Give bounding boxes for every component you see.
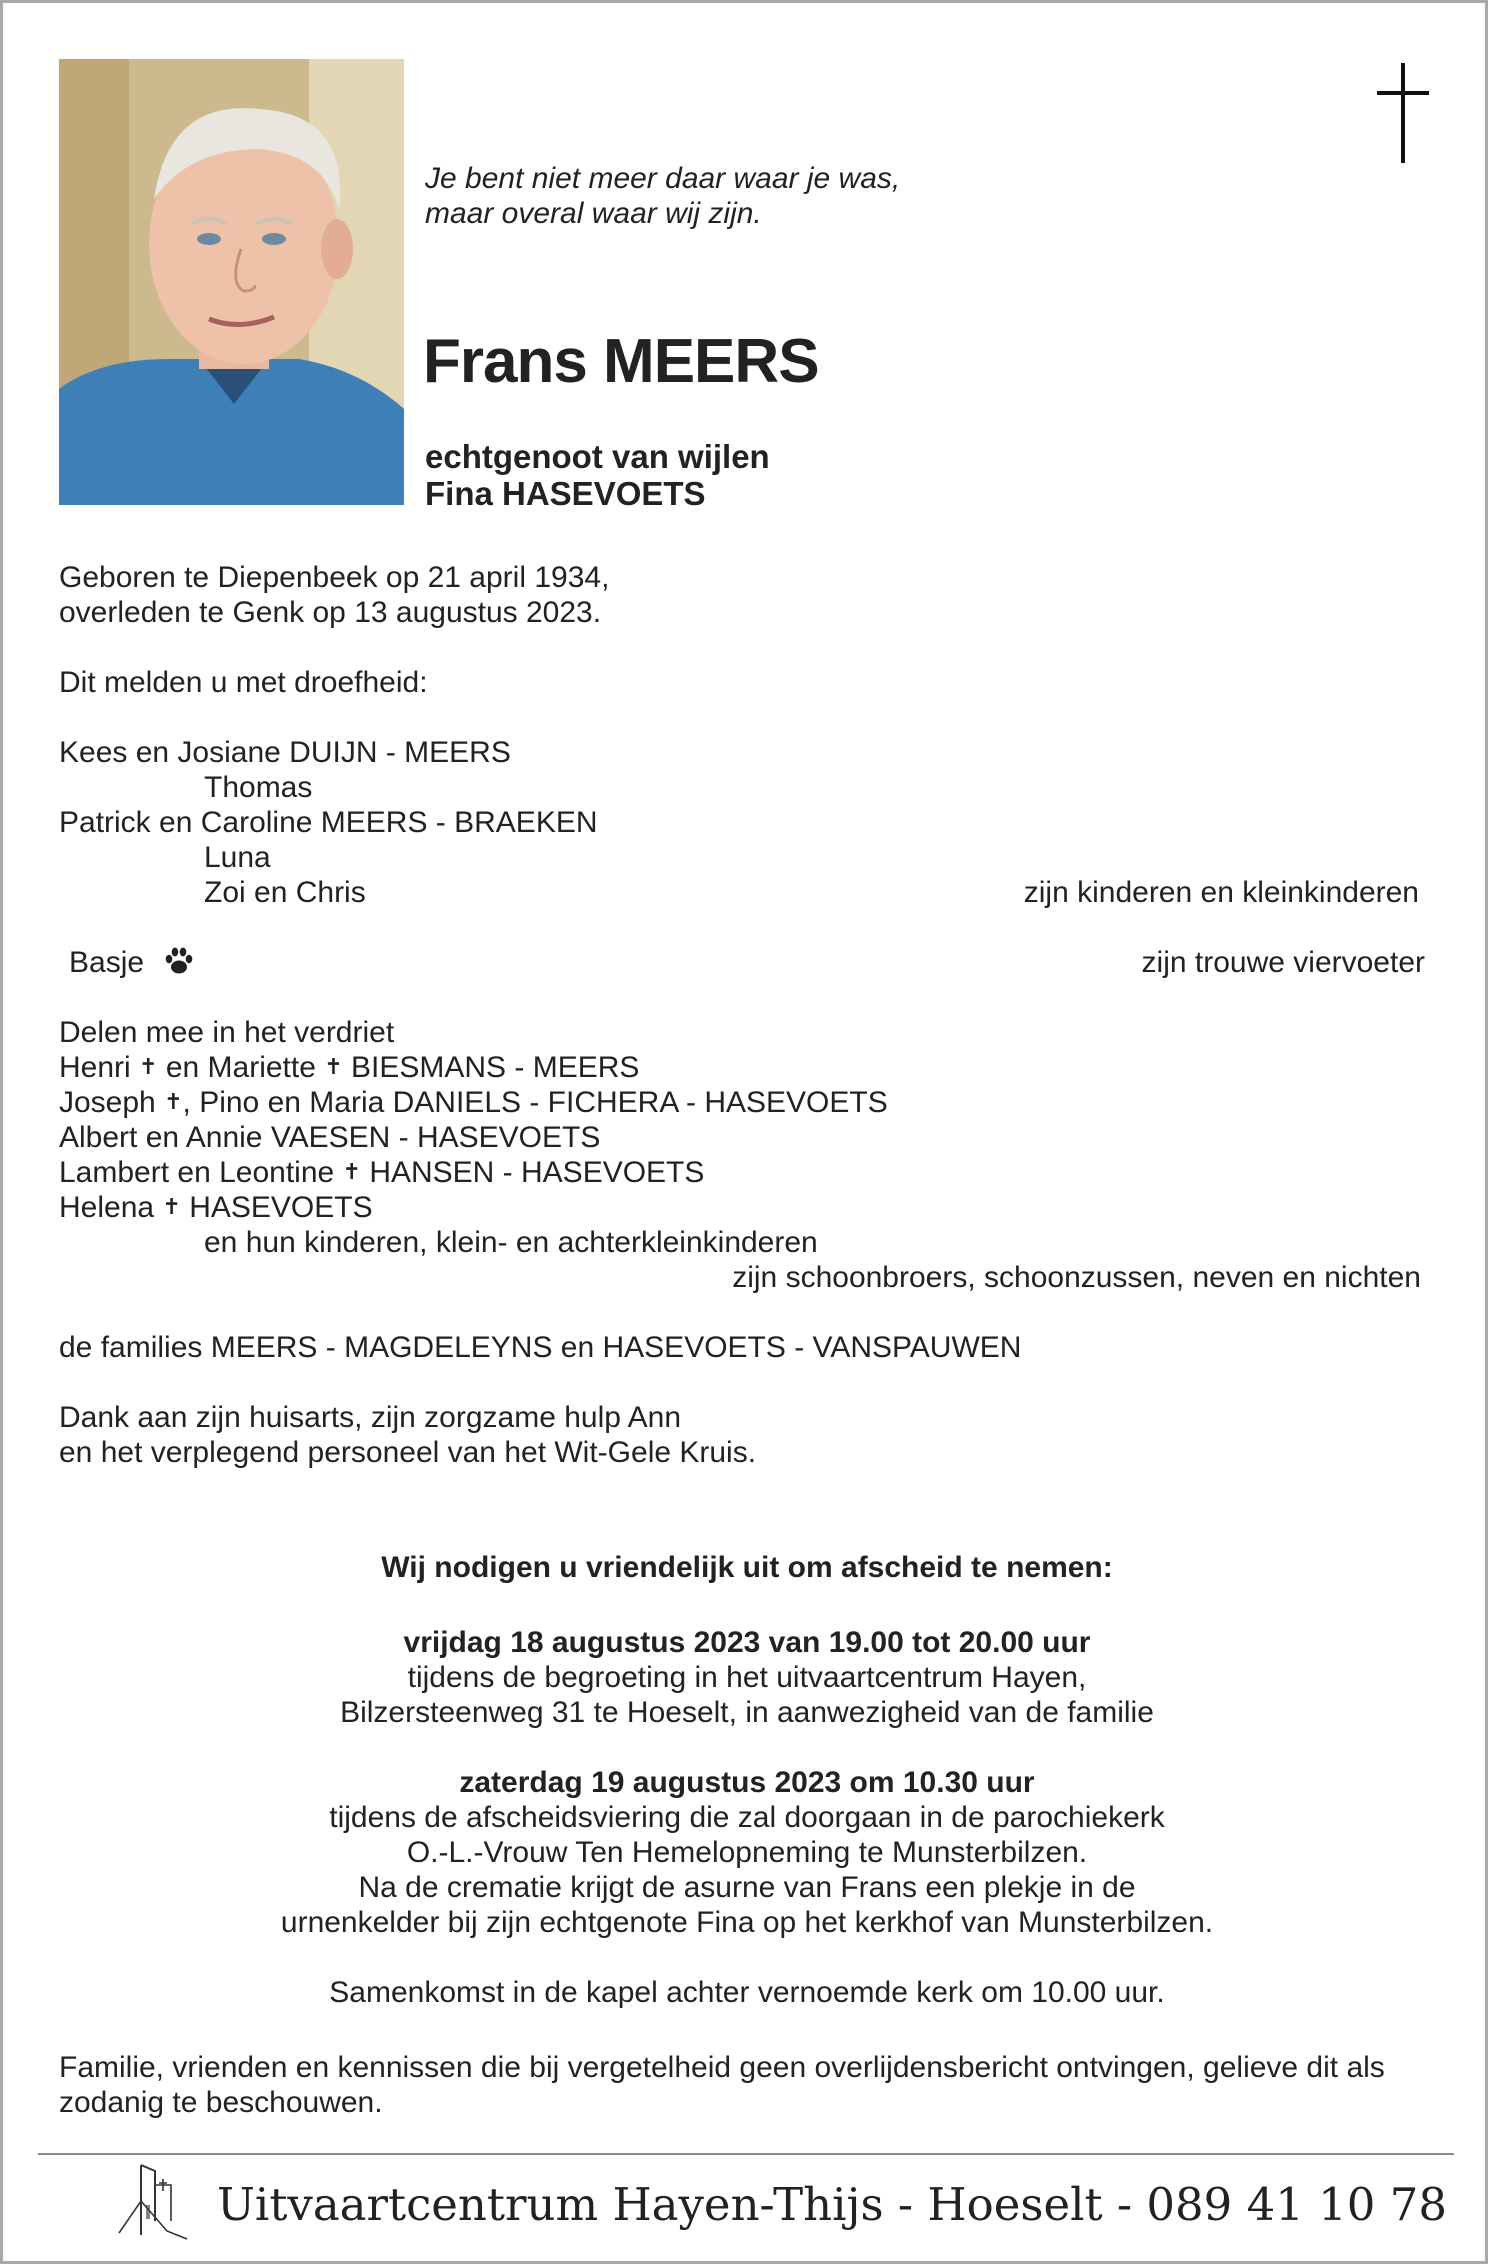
- family-relation: zijn kinderen en kleinkinderen: [1023, 876, 1419, 909]
- invite-date-2-line-3: Na de crematie krijgt de asurne van Frans een plekje in de: [358, 1871, 1136, 1904]
- share-lambert: [59, 1155, 704, 1192]
- share-helena-name: Helena: [59, 1191, 155, 1224]
- family-line-1: Kees en Josiane DUIJN - MEERS: [59, 736, 511, 769]
- family-line-2: Thomas: [204, 771, 313, 804]
- share-helena-rest: HASEVOETS: [180, 1191, 373, 1224]
- quote-line-2: maar overal waar wij zijn.: [425, 197, 762, 230]
- invite-date-1-line-2: Bilzersteenweg 31 te Hoeselt, in aanwezigheid van de familie: [340, 1696, 1154, 1729]
- families-line: de families MEERS - MAGDELEYNS en HASEVOETS - VANSPAUWEN: [59, 1331, 1022, 1364]
- footer-text: Uitvaartcentrum Hayen-Thijs - Hoeselt - 089 41 10 78: [217, 2178, 1447, 2231]
- footer-divider: [38, 2153, 1454, 2155]
- small-cross-icon: ✝: [164, 1089, 183, 1114]
- small-cross-icon: ✝: [139, 1054, 158, 1079]
- family-line-5: Zoi en Chris: [204, 876, 366, 909]
- gathering-line: Samenkomst in de kapel achter vernoemde kerk om 10.00 uur.: [329, 1976, 1165, 2009]
- cross-icon: [1373, 63, 1433, 163]
- thanks-line-2: en het verplegend personeel van het Wit-Gele Kruis.: [59, 1436, 757, 1469]
- share-albert: Albert en Annie VAESEN - HASEVOETS: [59, 1121, 601, 1154]
- share-joseph-rest: , Pino en Maria DANIELS - FICHERA - HASEVOETS: [182, 1086, 888, 1119]
- share-lambert-name: Lambert en Leontine: [59, 1156, 335, 1189]
- invite-heading: Wij nodigen u vriendelijk uit om afscheid te nemen:: [381, 1551, 1113, 1584]
- invite-date-1: vrijdag 18 augustus 2023 van 19.00 tot 20.00 uur: [403, 1626, 1091, 1659]
- share-joseph: [59, 1085, 888, 1122]
- family-line-3: Patrick en Caroline MEERS - BRAEKEN: [59, 806, 598, 839]
- small-cross-icon: ✝: [342, 1159, 361, 1184]
- quote-line-1: Je bent niet meer daar waar je was,: [425, 162, 901, 195]
- announce-line: Dit melden u met droefheid:: [59, 666, 428, 699]
- share-helena: [59, 1190, 373, 1227]
- invite-date-2-line-4: urnenkelder bij zijn echtgenote Fina op het kerkhof van Munsterbilzen.: [280, 1906, 1214, 1939]
- share-children: en hun kinderen, klein- en achterkleinkinderen: [204, 1226, 818, 1259]
- thanks-line-1: Dank aan zijn huisarts, zijn zorgzame hulp Ann: [59, 1401, 682, 1434]
- invite-date-2-line-1: tijdens de afscheidsviering die zal doorgaan in de parochiekerk: [329, 1801, 1165, 1834]
- invite-date-2: zaterdag 19 augustus 2023 om 10.30 uur: [459, 1766, 1035, 1799]
- spouse-line-2: Fina HASEVOETS: [425, 475, 706, 512]
- invite-date-1-line-1: tijdens de begroeting in het uitvaartcentrum Hayen,: [407, 1661, 1087, 1694]
- deceased-name: Frans MEERS: [423, 327, 819, 396]
- spouse-line-1: echtgenoot van wijlen: [425, 438, 770, 475]
- quote: [425, 161, 900, 231]
- paw-icon: [163, 945, 195, 977]
- pet-name: Basje: [69, 946, 145, 979]
- share-intro: Delen mee in het verdriet: [59, 1016, 395, 1049]
- church-logo-icon: [111, 2161, 193, 2243]
- spouse-info: [425, 438, 770, 512]
- share-relation: zijn schoonbroers, schoonzussen, neven en nichten: [732, 1261, 1421, 1294]
- small-cross-icon: ✝: [162, 1194, 181, 1219]
- notice-line-1: Familie, vrienden en kennissen die bij vergetelheid geen overlijdensbericht ontvingen, gelieve dit als: [59, 2051, 1385, 2084]
- pet-relation: zijn trouwe viervoeter: [1141, 946, 1425, 979]
- notice-line-2: zodanig te beschouwen.: [59, 2086, 383, 2119]
- share-lambert-rest: HANSEN - HASEVOETS: [360, 1156, 705, 1189]
- portrait-photo: [59, 59, 404, 505]
- share-henri-name: Henri: [59, 1051, 131, 1084]
- share-henri-surname: BIESMANS - MEERS: [342, 1051, 640, 1084]
- share-joseph-name: Joseph: [59, 1086, 156, 1119]
- small-cross-icon: ✝: [324, 1054, 343, 1079]
- family-line-4: Luna: [204, 841, 271, 874]
- death-line: overleden te Genk op 13 augustus 2023.: [59, 596, 602, 629]
- share-henri: [59, 1050, 639, 1087]
- invite-date-2-line-2: O.-L.-Vrouw Ten Hemelopneming te Munsterbilzen.: [406, 1836, 1088, 1869]
- birth-line: Geboren te Diepenbeek op 21 april 1934,: [59, 561, 610, 594]
- share-henri-partner: en Mariette: [157, 1051, 316, 1084]
